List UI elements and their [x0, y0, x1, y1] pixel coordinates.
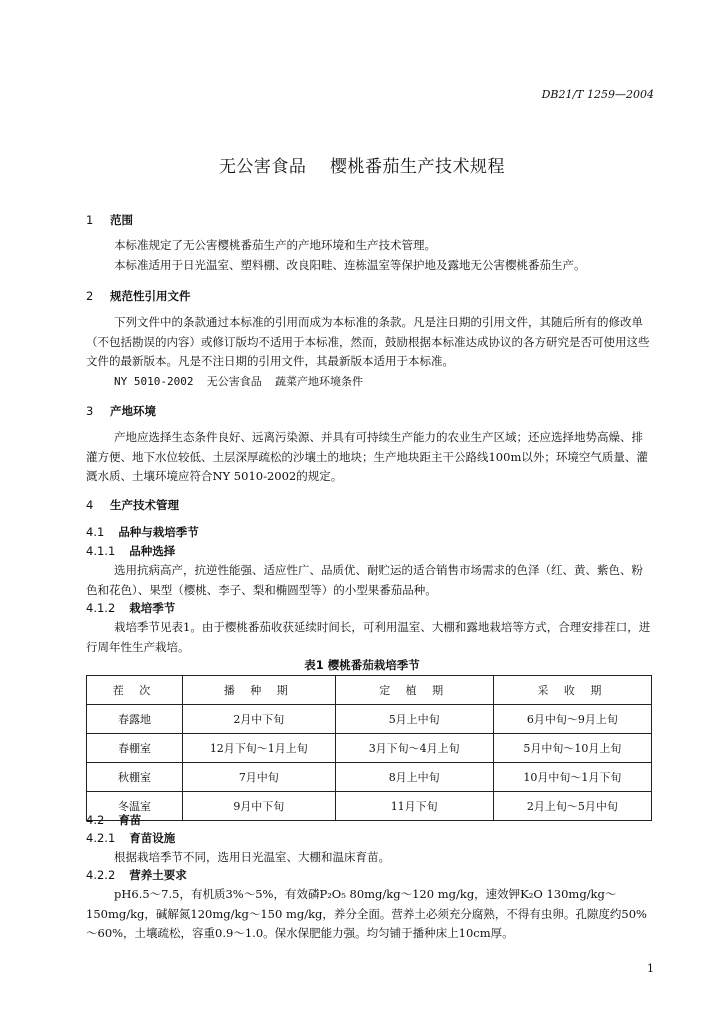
section-number: 4.2.2 [86, 868, 116, 882]
section-4-1-2-heading [86, 600, 175, 616]
section-4-2-1-heading [86, 830, 175, 846]
table-cell: 7月中旬 [183, 763, 336, 792]
section-number: 4.2 [86, 813, 105, 827]
section-3-body [86, 428, 652, 487]
section-4-heading [86, 497, 179, 513]
table-caption: 表1 樱桃番茄栽培季节 [304, 658, 420, 672]
section-4-2-2-body [86, 885, 652, 944]
section-2-body [86, 313, 652, 391]
section-2-heading [86, 288, 191, 304]
section-number: 4.1.2 [86, 601, 116, 615]
table-cell: 9月中下旬 [183, 792, 336, 821]
table-header-cell: 茬 次 [87, 676, 183, 705]
table-cell: 春棚室 [87, 734, 183, 763]
section-title: 品种选择 [129, 544, 176, 558]
section-number: 4.1 [86, 525, 105, 539]
section-title: 规范性引用文件 [110, 289, 191, 303]
section-number: 1 [86, 213, 94, 227]
paragraph: 本标准规定了无公害樱桃番茄生产的产地环境和生产技术管理。 [114, 238, 436, 252]
section-title: 育苗设施 [129, 831, 176, 845]
paragraph: 产地应选择生态条件良好、远离污染源、并具有可持续生产能力的农业生产区域；还应选择地势高燥、排灌方便、地下水位较低、土层深厚疏松的沙壤土的地块；生产地块距主干公路线100m以外；环境空气质量、灌溉水质、土壤环境应符合NY 5010-2002的规定。 [86, 430, 648, 483]
standard-code: DB21/T 1259—2004 [541, 88, 654, 101]
section-title: 育苗 [118, 813, 142, 827]
paragraph: pH6.5～7.5，有机质3%～5%，有效磷P₂O₅ 80mg/kg～120 mg/kg，速效钾K₂O 130mg/kg～150mg/kg，碱解氮120mg/kg～150 mg/kg，养分全面。营养土必须充分腐熟，不得有虫卵。孔隙度约50%～60%，土壤疏松，容重0.9～1.0。保水保肥能力强。均匀铺于播种床上10cm厚。 [86, 887, 647, 940]
table-cell: 12月下旬～1月上旬 [183, 734, 336, 763]
paragraph: 本标准适用于日光温室、塑料棚、改良阳畦、连栋温室等保护地及露地无公害樱桃番茄生产。 [114, 257, 586, 272]
section-4-2-heading [86, 812, 141, 828]
table-header-cell: 定 植 期 [335, 676, 493, 705]
table-row [87, 792, 652, 821]
section-title: 范围 [110, 213, 134, 227]
paragraph: 根据栽培季节不同，选用日光温室、大棚和温床育苗。 [114, 850, 390, 864]
section-3-heading [86, 403, 156, 419]
section-number: 2 [86, 289, 94, 303]
section-1-body [86, 236, 652, 275]
table-cell: 6月中旬～9月上旬 [493, 705, 651, 734]
section-title: 生产技术管理 [110, 498, 180, 512]
page-number: 1 [647, 962, 654, 975]
table-cell: 冬温室 [87, 792, 183, 821]
section-title: 栽培季节 [129, 601, 176, 615]
table-cell: 5月中旬～10月上旬 [493, 734, 651, 763]
cultivation-season-table [86, 675, 652, 821]
table-cell: 春露地 [87, 705, 183, 734]
section-title: 产地环境 [110, 404, 157, 418]
section-4-1-heading [86, 524, 199, 540]
section-title: 营养土要求 [129, 868, 187, 882]
table-row [87, 705, 652, 734]
table-cell: 秋棚室 [87, 763, 183, 792]
table-cell: 2月中下旬 [183, 705, 336, 734]
table-cell: 8月上中旬 [335, 763, 493, 792]
table-header-row [87, 676, 652, 705]
section-4-1-2-body [86, 618, 652, 657]
section-4-1-1-heading [86, 543, 175, 559]
table-header-cell: 采 收 期 [493, 676, 651, 705]
section-4-2-1-body [86, 848, 652, 868]
table-row [87, 734, 652, 763]
section-number: 4.1.1 [86, 544, 116, 558]
paragraph: 栽培季节见表1。由于樱桃番茄收获延续时间长，可利用温室、大棚和露地栽培等方式，合理安排茬口，进行周年性生产栽培。 [86, 620, 651, 654]
table-cell: 2月上旬～5月中旬 [493, 792, 651, 821]
section-4-2-2-heading [86, 867, 187, 883]
section-number: 3 [86, 404, 94, 418]
table-cell: 3月下旬～4月上旬 [335, 734, 493, 763]
section-number: 4.2.1 [86, 831, 116, 845]
table-header-cell: 播 种 期 [183, 676, 336, 705]
table-row [87, 763, 652, 792]
table-cell: 11月下旬 [335, 792, 493, 821]
section-4-1-1-body [86, 561, 652, 600]
paragraph: 选用抗病高产，抗逆性能强、适应性广、品质优、耐贮运的适合销售市场需求的色泽（红、黄、紫色、粉色和花色）、果型（樱桃、李子、梨和椭圆型等）的小型果番茄品种。 [86, 563, 643, 597]
paragraph: 下列文件中的条款通过本标准的引用而成为本标准的条款。凡是注日期的引用文件，其随后所有的修改单（不包括勘误的内容）或修订版均不适用于本标准，然而，鼓励根据本标准达成协议的各方研究是否可使用这些文件的最新版本。凡是不注日期的引用文件，其最新版本适用于本标准。 [86, 315, 650, 368]
section-1-heading [86, 212, 133, 228]
normative-reference: NY 5010-2002 无公害食品 蔬菜产地环境条件 [114, 374, 363, 388]
table-cell: 5月上中旬 [335, 705, 493, 734]
document-title: 无公害食品 樱桃番茄生产技术规程 [218, 157, 506, 177]
table-cell: 10月中旬～1月下旬 [493, 763, 651, 792]
section-title: 品种与栽培季节 [118, 525, 199, 539]
section-number: 4 [86, 498, 94, 512]
